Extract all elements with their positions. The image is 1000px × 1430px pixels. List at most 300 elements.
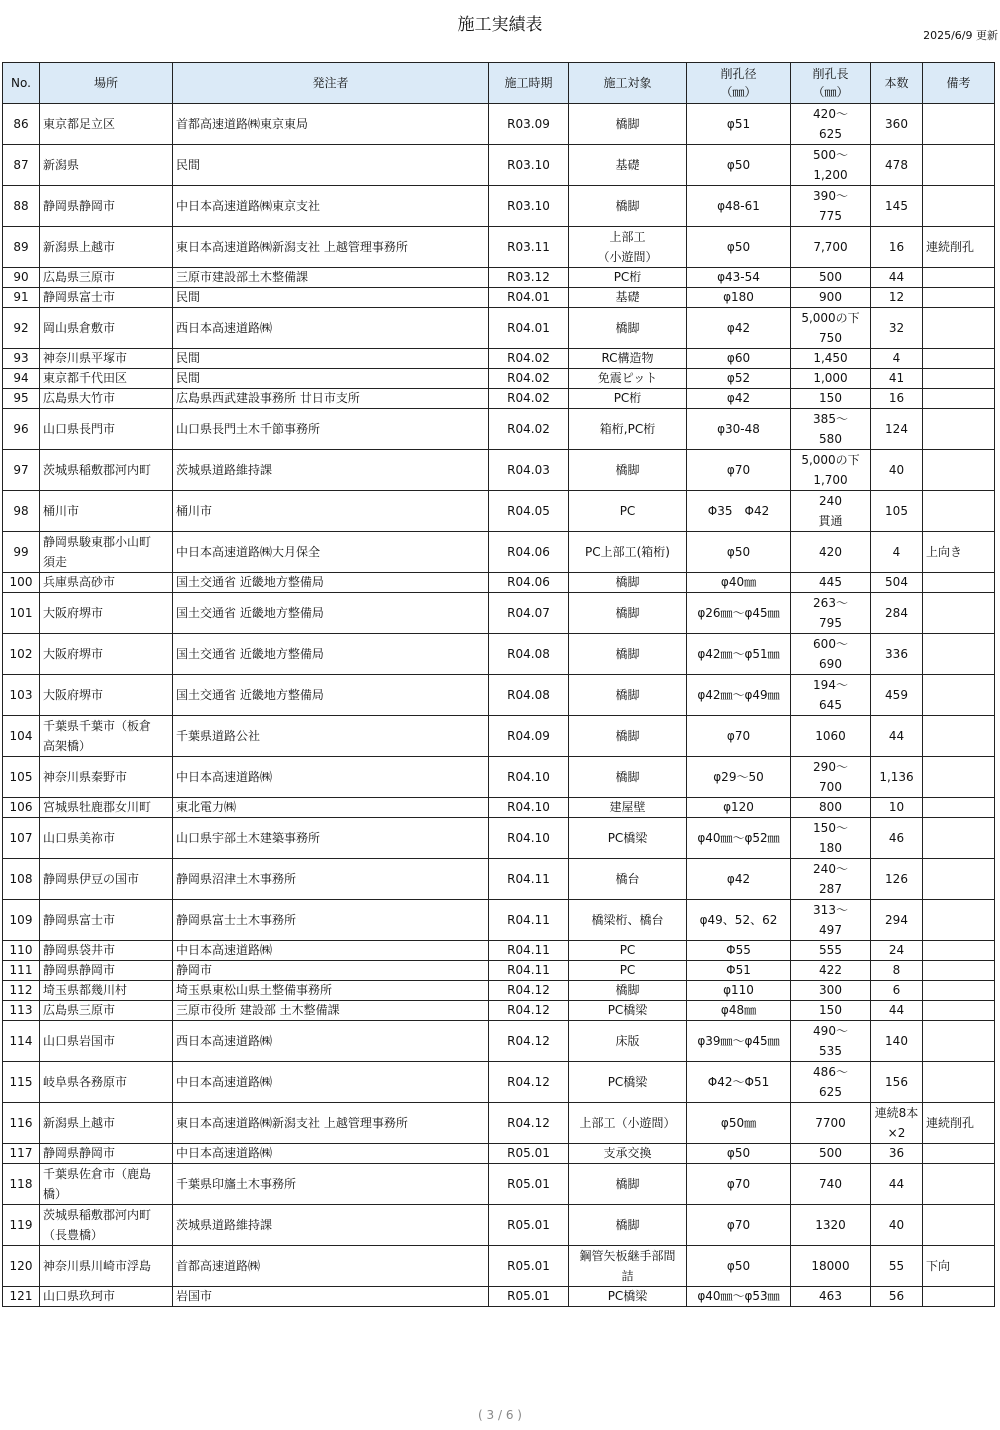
row-client: 国土交通省 近畿地方整備局	[173, 634, 489, 675]
row-target: 橋脚	[569, 308, 687, 349]
row-count: 1,136	[871, 757, 923, 798]
row-count: 44	[871, 1001, 923, 1021]
row-period: R04.12	[489, 981, 569, 1001]
row-client: 東北電力㈱	[173, 798, 489, 818]
table-row	[3, 1205, 995, 1246]
table-row	[3, 1287, 995, 1307]
row-length: 500～ 1,200	[791, 145, 871, 186]
row-client: 茨城県道路維持課	[173, 450, 489, 491]
row-period: R04.05	[489, 491, 569, 532]
row-client: 中日本高速道路㈱東京支社	[173, 186, 489, 227]
row-remarks: 連続削孔	[923, 1103, 995, 1144]
row-diameter: Φ35 Φ42	[687, 491, 791, 532]
row-length: 600～ 690	[791, 634, 871, 675]
row-period: R04.08	[489, 634, 569, 675]
row-period: R05.01	[489, 1246, 569, 1287]
row-client: 中日本高速道路㈱	[173, 1144, 489, 1164]
row-count: 36	[871, 1144, 923, 1164]
row-period: R04.12	[489, 1021, 569, 1062]
row-client: 岩国市	[173, 1287, 489, 1307]
row-count: 4	[871, 532, 923, 573]
row-remarks	[923, 409, 995, 450]
row-place: 山口県長門市	[40, 409, 173, 450]
row-diameter: φ51	[687, 104, 791, 145]
row-length: 18000	[791, 1246, 871, 1287]
row-no: 101	[3, 593, 40, 634]
row-place: 大阪府堺市	[40, 634, 173, 675]
row-client: 国土交通省 近畿地方整備局	[173, 675, 489, 716]
row-no: 87	[3, 145, 40, 186]
row-diameter: Φ51	[687, 961, 791, 981]
table-header-row	[3, 63, 995, 104]
row-place: 静岡県静岡市	[40, 186, 173, 227]
table-row	[3, 349, 995, 369]
row-remarks	[923, 145, 995, 186]
row-target: 支承交換	[569, 1144, 687, 1164]
row-place: 千葉県千葉市（板倉 高架橋）	[40, 716, 173, 757]
row-period: R05.01	[489, 1205, 569, 1246]
table-row	[3, 1103, 995, 1144]
row-length: 5,000の下 750	[791, 308, 871, 349]
row-no: 108	[3, 859, 40, 900]
row-client: 茨城県道路維持課	[173, 1205, 489, 1246]
row-period: R04.10	[489, 798, 569, 818]
row-period: R03.12	[489, 268, 569, 288]
table-row	[3, 491, 995, 532]
header-count: 本数	[871, 63, 923, 104]
header-diameter-label: 削孔径	[720, 67, 757, 81]
row-client: 中日本高速道路㈱	[173, 757, 489, 798]
row-period: R04.11	[489, 900, 569, 941]
row-diameter: φ180	[687, 288, 791, 308]
row-target: 橋脚	[569, 675, 687, 716]
header-length	[791, 63, 871, 104]
row-length: 1320	[791, 1205, 871, 1246]
row-remarks	[923, 900, 995, 941]
row-place: 山口県美祢市	[40, 818, 173, 859]
row-target: 橋台	[569, 859, 687, 900]
row-place: 岡山県倉敷市	[40, 308, 173, 349]
row-target: 橋脚	[569, 573, 687, 593]
row-period: R04.08	[489, 675, 569, 716]
row-place: 広島県大竹市	[40, 389, 173, 409]
row-count: 156	[871, 1062, 923, 1103]
row-target: 橋脚	[569, 981, 687, 1001]
row-client: 西日本高速道路㈱	[173, 308, 489, 349]
row-length: 5,000の下 1,700	[791, 450, 871, 491]
page-title: 施工実績表	[457, 15, 543, 35]
row-remarks	[923, 981, 995, 1001]
row-no: 109	[3, 900, 40, 941]
row-place: 静岡県静岡市	[40, 961, 173, 981]
row-period: R03.10	[489, 186, 569, 227]
row-period: R04.10	[489, 818, 569, 859]
row-no: 90	[3, 268, 40, 288]
row-diameter: φ50	[687, 1246, 791, 1287]
row-no: 106	[3, 798, 40, 818]
row-count: 336	[871, 634, 923, 675]
table-row	[3, 798, 995, 818]
row-place: 静岡県袋井市	[40, 941, 173, 961]
row-client: 静岡市	[173, 961, 489, 981]
row-no: 107	[3, 818, 40, 859]
row-remarks	[923, 634, 995, 675]
row-period: R04.02	[489, 409, 569, 450]
row-remarks	[923, 308, 995, 349]
row-no: 111	[3, 961, 40, 981]
row-client: 西日本高速道路㈱	[173, 1021, 489, 1062]
row-client: 山口県宇部土木建築事務所	[173, 818, 489, 859]
row-client: 東日本高速道路㈱新潟支社 上越管理事務所	[173, 227, 489, 268]
row-client: 中日本高速道路㈱	[173, 941, 489, 961]
row-count: 459	[871, 675, 923, 716]
row-diameter: φ42㎜～φ49㎜	[687, 675, 791, 716]
row-target: PC橋梁	[569, 1001, 687, 1021]
row-place: 広島県三原市	[40, 268, 173, 288]
row-no: 115	[3, 1062, 40, 1103]
row-length: 422	[791, 961, 871, 981]
row-count: 126	[871, 859, 923, 900]
row-length: 740	[791, 1164, 871, 1205]
table-row	[3, 532, 995, 573]
row-place: 広島県三原市	[40, 1001, 173, 1021]
row-diameter: φ42	[687, 859, 791, 900]
row-period: R04.11	[489, 859, 569, 900]
row-length: 486～ 625	[791, 1062, 871, 1103]
row-period: R04.12	[489, 1001, 569, 1021]
row-place: 静岡県駿東郡小山町 須走	[40, 532, 173, 573]
row-target: 建屋壁	[569, 798, 687, 818]
row-length: 1060	[791, 716, 871, 757]
row-count: 41	[871, 369, 923, 389]
row-count: 55	[871, 1246, 923, 1287]
table-row	[3, 186, 995, 227]
row-remarks: 下向	[923, 1246, 995, 1287]
row-client: 広島県西武建設事務所 廿日市支所	[173, 389, 489, 409]
table-row	[3, 145, 995, 186]
row-client: 三原市建設部土木整備課	[173, 268, 489, 288]
row-no: 110	[3, 941, 40, 961]
row-target: 橋脚	[569, 593, 687, 634]
row-remarks	[923, 716, 995, 757]
row-place: 静岡県伊豆の国市	[40, 859, 173, 900]
table-row	[3, 981, 995, 1001]
row-count: 32	[871, 308, 923, 349]
row-diameter: φ48-61	[687, 186, 791, 227]
row-length: 300	[791, 981, 871, 1001]
row-count: 504	[871, 573, 923, 593]
row-period: R04.11	[489, 941, 569, 961]
row-length: 385～ 580	[791, 409, 871, 450]
row-client: 千葉県道路公社	[173, 716, 489, 757]
row-count: 360	[871, 104, 923, 145]
table-row	[3, 818, 995, 859]
row-client: 東日本高速道路㈱新潟支社 上越管理事務所	[173, 1103, 489, 1144]
row-client: 民間	[173, 369, 489, 389]
row-remarks	[923, 859, 995, 900]
row-no: 86	[3, 104, 40, 145]
row-no: 103	[3, 675, 40, 716]
row-diameter: φ42	[687, 389, 791, 409]
table-row	[3, 859, 995, 900]
row-no: 121	[3, 1287, 40, 1307]
row-remarks	[923, 1205, 995, 1246]
row-place: 山口県岩国市	[40, 1021, 173, 1062]
row-count: 16	[871, 389, 923, 409]
row-diameter: φ110	[687, 981, 791, 1001]
row-target: 免震ピット	[569, 369, 687, 389]
header-diameter	[687, 63, 791, 104]
row-count: 294	[871, 900, 923, 941]
table-row	[3, 1164, 995, 1205]
row-remarks	[923, 186, 995, 227]
row-target: PC橋梁	[569, 1062, 687, 1103]
row-count: 10	[871, 798, 923, 818]
row-target: 上部工（小遊間）	[569, 1103, 687, 1144]
row-place: 茨城県稲敷郡河内町	[40, 450, 173, 491]
row-diameter: φ52	[687, 369, 791, 389]
header-client: 発注者	[173, 63, 489, 104]
row-period: R04.02	[489, 349, 569, 369]
row-period: R04.02	[489, 369, 569, 389]
row-no: 114	[3, 1021, 40, 1062]
row-length: 150	[791, 389, 871, 409]
row-remarks	[923, 268, 995, 288]
row-target: 橋梁桁、橋台	[569, 900, 687, 941]
row-target: PC	[569, 491, 687, 532]
table-row	[3, 675, 995, 716]
row-count: 4	[871, 349, 923, 369]
row-no: 116	[3, 1103, 40, 1144]
row-remarks	[923, 104, 995, 145]
row-count: 145	[871, 186, 923, 227]
row-length: 263～ 795	[791, 593, 871, 634]
table-row	[3, 1062, 995, 1103]
row-count: 44	[871, 716, 923, 757]
row-count: 44	[871, 1164, 923, 1205]
row-diameter: φ70	[687, 716, 791, 757]
row-period: R04.11	[489, 961, 569, 981]
row-diameter: φ40㎜～φ53㎜	[687, 1287, 791, 1307]
row-length: 420～ 625	[791, 104, 871, 145]
row-length: 1,450	[791, 349, 871, 369]
row-target: 橋脚	[569, 450, 687, 491]
row-count: 12	[871, 288, 923, 308]
table-row	[3, 308, 995, 349]
row-count: 6	[871, 981, 923, 1001]
table-row	[3, 369, 995, 389]
row-length: 194～ 645	[791, 675, 871, 716]
row-length: 313～ 497	[791, 900, 871, 941]
row-place: 新潟県	[40, 145, 173, 186]
updated-date: 2025/6/9 更新	[923, 29, 998, 42]
table-row	[3, 716, 995, 757]
row-no: 119	[3, 1205, 40, 1246]
table-row	[3, 573, 995, 593]
row-length: 555	[791, 941, 871, 961]
row-no: 102	[3, 634, 40, 675]
row-length: 7700	[791, 1103, 871, 1144]
row-diameter: φ29～50	[687, 757, 791, 798]
row-count: 連続8本 ×2	[871, 1103, 923, 1144]
row-no: 105	[3, 757, 40, 798]
row-count: 140	[871, 1021, 923, 1062]
table-row	[3, 1246, 995, 1287]
row-place: 新潟県上越市	[40, 227, 173, 268]
row-period: R04.01	[489, 288, 569, 308]
row-remarks	[923, 757, 995, 798]
row-place: 静岡県静岡市	[40, 1144, 173, 1164]
table-row	[3, 1001, 995, 1021]
row-diameter: φ50	[687, 532, 791, 573]
header-period: 施工時期	[489, 63, 569, 104]
row-period: R04.10	[489, 757, 569, 798]
row-period: R05.01	[489, 1144, 569, 1164]
row-place: 宮城県牡鹿郡女川町	[40, 798, 173, 818]
row-target: 橋脚	[569, 1164, 687, 1205]
row-count: 284	[871, 593, 923, 634]
row-target: 上部工 （小遊間）	[569, 227, 687, 268]
row-remarks	[923, 941, 995, 961]
row-place: 兵庫県高砂市	[40, 573, 173, 593]
row-remarks	[923, 1144, 995, 1164]
row-no: 91	[3, 288, 40, 308]
row-period: R04.07	[489, 593, 569, 634]
row-diameter: φ70	[687, 450, 791, 491]
row-length: 290～ 700	[791, 757, 871, 798]
row-remarks	[923, 798, 995, 818]
row-no: 98	[3, 491, 40, 532]
row-diameter: φ50㎜	[687, 1103, 791, 1144]
row-diameter: Φ42～Φ51	[687, 1062, 791, 1103]
row-period: R03.11	[489, 227, 569, 268]
row-target: PC	[569, 941, 687, 961]
table-row	[3, 634, 995, 675]
row-diameter: φ60	[687, 349, 791, 369]
row-place: 岐阜県各務原市	[40, 1062, 173, 1103]
row-no: 120	[3, 1246, 40, 1287]
row-length: 500	[791, 268, 871, 288]
table-row	[3, 941, 995, 961]
row-remarks	[923, 389, 995, 409]
row-target: 橋脚	[569, 1205, 687, 1246]
row-client: 千葉県印旛土木事務所	[173, 1164, 489, 1205]
row-place: 神奈川県平塚市	[40, 349, 173, 369]
table-row	[3, 961, 995, 981]
row-place: 大阪府堺市	[40, 593, 173, 634]
row-length: 240～ 287	[791, 859, 871, 900]
row-no: 95	[3, 389, 40, 409]
table-row	[3, 450, 995, 491]
row-place: 東京都足立区	[40, 104, 173, 145]
row-target: 橋脚	[569, 186, 687, 227]
header-target: 施工対象	[569, 63, 687, 104]
row-target: 基礎	[569, 288, 687, 308]
row-count: 105	[871, 491, 923, 532]
row-diameter: φ70	[687, 1164, 791, 1205]
row-place: 東京都千代田区	[40, 369, 173, 389]
row-client: 桶川市	[173, 491, 489, 532]
construction-record-table	[2, 62, 995, 1307]
row-length: 150～ 180	[791, 818, 871, 859]
row-length: 7,700	[791, 227, 871, 268]
row-period: R04.01	[489, 308, 569, 349]
row-target: PC桁	[569, 389, 687, 409]
table-row	[3, 1144, 995, 1164]
header-diameter-unit: （㎜）	[720, 85, 757, 99]
row-count: 44	[871, 268, 923, 288]
row-remarks	[923, 1001, 995, 1021]
row-count: 56	[871, 1287, 923, 1307]
row-length: 490～ 535	[791, 1021, 871, 1062]
row-client: 静岡県富士土木事務所	[173, 900, 489, 941]
row-place: 大阪府堺市	[40, 675, 173, 716]
row-target: 橋脚	[569, 716, 687, 757]
row-diameter: φ40㎜	[687, 573, 791, 593]
row-remarks	[923, 1164, 995, 1205]
row-diameter: φ43-54	[687, 268, 791, 288]
row-remarks	[923, 675, 995, 716]
row-length: 240 貫通	[791, 491, 871, 532]
row-period: R05.01	[489, 1287, 569, 1307]
row-client: 国土交通省 近畿地方整備局	[173, 573, 489, 593]
row-target: PC桁	[569, 268, 687, 288]
row-client: 首都高速道路㈱	[173, 1246, 489, 1287]
row-period: R04.12	[489, 1062, 569, 1103]
row-no: 97	[3, 450, 40, 491]
row-client: 静岡県沼津土木事務所	[173, 859, 489, 900]
row-remarks	[923, 1062, 995, 1103]
row-diameter: φ50	[687, 145, 791, 186]
row-client: 中日本高速道路㈱	[173, 1062, 489, 1103]
row-client: 首都高速道路㈱東京東局	[173, 104, 489, 145]
row-place: 神奈川県秦野市	[40, 757, 173, 798]
row-length: 800	[791, 798, 871, 818]
row-diameter: Φ55	[687, 941, 791, 961]
table-row	[3, 593, 995, 634]
row-client: 山口県長門土木千節事務所	[173, 409, 489, 450]
row-no: 92	[3, 308, 40, 349]
row-client: 中日本高速道路㈱大月保全	[173, 532, 489, 573]
row-remarks	[923, 1287, 995, 1307]
row-no: 100	[3, 573, 40, 593]
row-length: 390～ 775	[791, 186, 871, 227]
row-place: 静岡県富士市	[40, 900, 173, 941]
row-remarks: 上向き	[923, 532, 995, 573]
row-length: 420	[791, 532, 871, 573]
row-place: 桶川市	[40, 491, 173, 532]
row-no: 117	[3, 1144, 40, 1164]
header-no: No.	[3, 63, 40, 104]
row-count: 24	[871, 941, 923, 961]
row-client: 埼玉県東松山県土整備事務所	[173, 981, 489, 1001]
row-no: 113	[3, 1001, 40, 1021]
row-count: 40	[871, 1205, 923, 1246]
row-remarks	[923, 593, 995, 634]
header-length-unit: （㎜）	[812, 85, 849, 99]
page-indicator: ( 3 / 6 )	[478, 1408, 522, 1422]
row-target: 橋脚	[569, 757, 687, 798]
row-period: R04.06	[489, 573, 569, 593]
row-place: 新潟県上越市	[40, 1103, 173, 1144]
row-diameter: φ49、52、62	[687, 900, 791, 941]
table-row	[3, 227, 995, 268]
row-length: 900	[791, 288, 871, 308]
row-target: PC上部工(箱桁)	[569, 532, 687, 573]
row-length: 500	[791, 1144, 871, 1164]
row-no: 104	[3, 716, 40, 757]
row-length: 463	[791, 1287, 871, 1307]
